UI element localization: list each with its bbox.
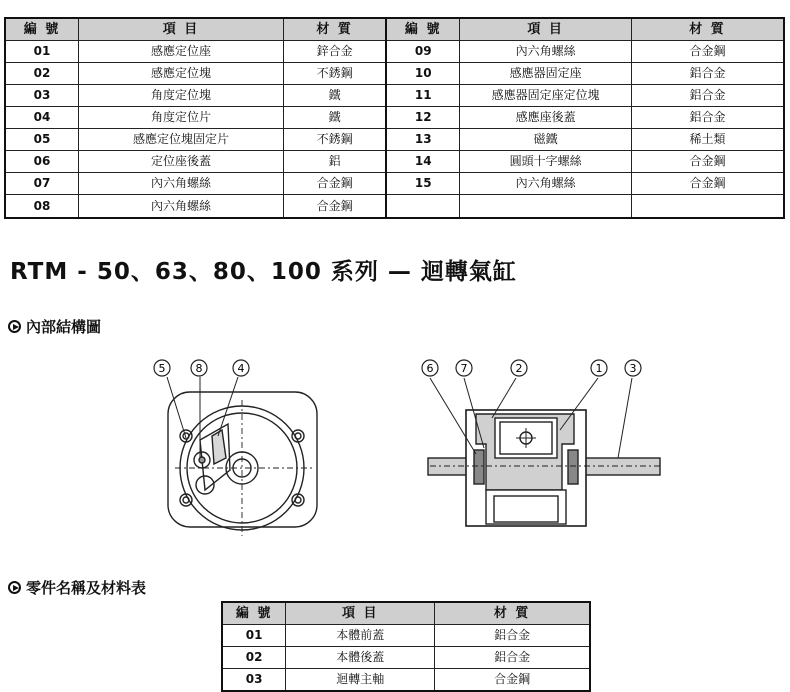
section-heading-parts [8, 577, 146, 598]
header-material: 材 質 [632, 18, 784, 41]
part-material: 合金鋼 [283, 195, 386, 219]
header-item: 項 目 [460, 18, 632, 41]
part-number: 03 [5, 85, 79, 107]
part-material: 合金鋼 [632, 151, 784, 173]
side-view-diagram [428, 378, 660, 526]
part-material: 鐵 [283, 85, 386, 107]
part-number: 14 [386, 151, 460, 173]
section-heading-structure [8, 316, 101, 337]
callout-2: 2 [515, 362, 523, 375]
part-number: 05 [5, 129, 79, 151]
table-row [5, 151, 784, 173]
part-number: 06 [5, 151, 79, 173]
part-item: 內六角螺絲 [79, 173, 284, 195]
part-material: 不銹鋼 [283, 63, 386, 85]
part-material: 鋅合金 [283, 41, 386, 63]
table-row [5, 41, 784, 63]
part-number: 11 [386, 85, 460, 107]
header-material: 材 質 [435, 602, 590, 625]
part-material: 合金鋼 [632, 41, 784, 63]
table-row [5, 63, 784, 85]
part-material: 鋁合金 [632, 107, 784, 129]
sensor-parts-table [4, 17, 785, 219]
part-item: 角度定位片 [79, 107, 284, 129]
part-material: 合金鋼 [283, 173, 386, 195]
internal-structure-diagrams [0, 340, 790, 545]
side-view-callouts [422, 360, 641, 376]
part-material: 合金鋼 [435, 669, 590, 692]
play-circle-icon [8, 320, 21, 333]
table-header-row [5, 18, 784, 41]
part-number: 09 [386, 41, 460, 63]
part-item: 角度定位塊 [79, 85, 284, 107]
part-number: 15 [386, 173, 460, 195]
part-material: 鐵 [283, 107, 386, 129]
front-view-callouts [154, 360, 249, 376]
part-item: 本體後蓋 [286, 647, 435, 669]
cylinder-parts-table [221, 601, 591, 692]
front-view-diagram [167, 377, 317, 536]
part-item: 感應定位塊固定片 [79, 129, 284, 151]
header-item: 項 目 [286, 602, 435, 625]
part-number: 04 [5, 107, 79, 129]
series-title: RTM - 50、63、80、100 系列 — 迴轉氣缸 [10, 259, 517, 285]
table-row [5, 129, 784, 151]
part-item: 內六角螺絲 [79, 195, 284, 219]
callout-6: 6 [426, 362, 434, 375]
part-item: 內六角螺絲 [460, 173, 632, 195]
part-number: 01 [222, 625, 286, 647]
part-number: 02 [5, 63, 79, 85]
part-material [632, 195, 784, 219]
section-structure-label: 內部結構圖 [26, 318, 102, 336]
play-circle-icon [8, 581, 21, 594]
part-item: 感應器固定座定位塊 [460, 85, 632, 107]
part-item: 感應座後蓋 [460, 107, 632, 129]
part-material: 不銹鋼 [283, 129, 386, 151]
part-number: 08 [5, 195, 79, 219]
part-item: 迴轉主軸 [286, 669, 435, 692]
part-material: 鋁 [283, 151, 386, 173]
callout-8: 8 [195, 362, 203, 375]
part-item: 內六角螺絲 [460, 41, 632, 63]
table-row [5, 85, 784, 107]
table-row [222, 669, 590, 692]
callout-4: 4 [237, 362, 245, 375]
header-number: 編 號 [222, 602, 286, 625]
part-number: 12 [386, 107, 460, 129]
part-item: 磁鐵 [460, 129, 632, 151]
part-item: 定位座後蓋 [79, 151, 284, 173]
header-number: 編 號 [5, 18, 79, 41]
header-number: 編 號 [386, 18, 460, 41]
part-item: 本體前蓋 [286, 625, 435, 647]
part-number: 02 [222, 647, 286, 669]
part-material: 稀土類 [632, 129, 784, 151]
part-item [460, 195, 632, 219]
part-number: 07 [5, 173, 79, 195]
table-row [222, 625, 590, 647]
part-number: 13 [386, 129, 460, 151]
part-material: 鋁合金 [435, 625, 590, 647]
table-row [5, 195, 784, 219]
part-material: 鋁合金 [632, 63, 784, 85]
callout-3: 3 [629, 362, 637, 375]
part-number: 03 [222, 669, 286, 692]
callout-7: 7 [460, 362, 468, 375]
part-material: 鋁合金 [632, 85, 784, 107]
header-material: 材 質 [283, 18, 386, 41]
callout-5: 5 [158, 362, 166, 375]
part-item: 圓頭十字螺絲 [460, 151, 632, 173]
table-row [5, 107, 784, 129]
table-row [5, 173, 784, 195]
table-row [222, 647, 590, 669]
part-number: 01 [5, 41, 79, 63]
part-material: 合金鋼 [632, 173, 784, 195]
part-number [386, 195, 460, 219]
callout-1: 1 [595, 362, 603, 375]
part-number: 10 [386, 63, 460, 85]
part-material: 鋁合金 [435, 647, 590, 669]
part-item: 感應器固定座 [460, 63, 632, 85]
section-parts-label: 零件名稱及材料表 [26, 579, 147, 597]
header-item: 項 目 [79, 18, 284, 41]
part-item: 感應定位座 [79, 41, 284, 63]
part-item: 感應定位塊 [79, 63, 284, 85]
table-header-row [222, 602, 590, 625]
